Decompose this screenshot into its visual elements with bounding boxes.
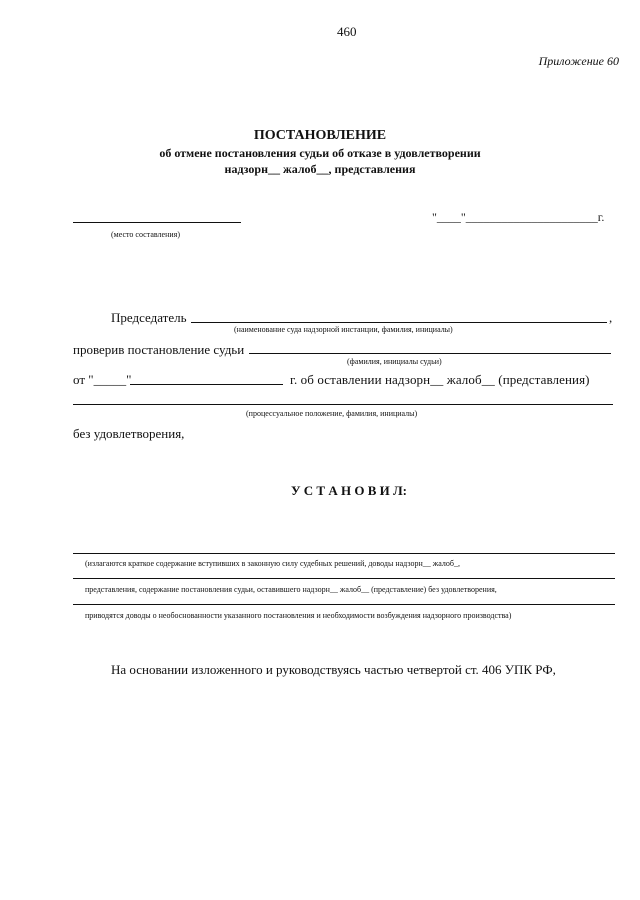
procedural-line	[73, 404, 613, 405]
content-line-2	[73, 578, 615, 579]
without-satisfaction: без удовлетворения,	[73, 426, 185, 441]
content-caption-1: (излагаются краткое содержание вступивших в законную силу судебных решений, доводы надзорн__ жалоб_,	[85, 559, 460, 568]
procedural-caption: (процессуальное положение, фамилия, инициалы)	[246, 409, 418, 418]
date-field: "____"______________________г.	[432, 210, 605, 224]
content-line-1	[73, 553, 615, 554]
basis-text: На основании изложенного и руководствуясь частью четвертой ст. 406 УПК РФ,	[111, 662, 556, 677]
from-label: от "_____"	[73, 372, 132, 387]
from-rest: г. об оставлении надзорн__ жалоб__ (представления)	[290, 372, 590, 387]
content-caption-2: представления, содержание постановления судьи, оставившего надзорн__ жалоб__ (представление) без удовлетворения,	[85, 585, 497, 594]
document-subtitle-line-2: надзорн__ жалоб__, представления	[224, 162, 416, 176]
chairman-line	[191, 322, 607, 323]
document-subtitle-line-1: об отмене постановления судьи об отказе в удовлетворении	[159, 146, 481, 160]
from-date-line	[130, 384, 283, 385]
place-line	[73, 222, 241, 223]
page-number: 460	[337, 24, 357, 39]
chairman-end: ,	[609, 310, 613, 325]
chairman-label: Председатель	[111, 310, 187, 325]
judge-line	[249, 353, 611, 354]
content-line-3	[73, 604, 615, 605]
place-caption: (место составления)	[111, 230, 180, 239]
established-heading: У С Т А Н О В И Л:	[291, 483, 408, 498]
content-caption-3: приводятся доводы о необоснованности указанного постановления и необходимости возбуждения надзорного производства)	[85, 611, 512, 620]
checked-label: проверив постановление судьи	[73, 342, 245, 357]
judge-caption: (фамилия, инициалы судьи)	[347, 357, 442, 366]
chairman-caption: (наименование суда надзорной инстанции, фамилия, инициалы)	[234, 325, 453, 334]
document-title: ПОСТАНОВЛЕНИЕ	[253, 128, 387, 143]
appendix-label: Приложение 60	[538, 54, 619, 68]
